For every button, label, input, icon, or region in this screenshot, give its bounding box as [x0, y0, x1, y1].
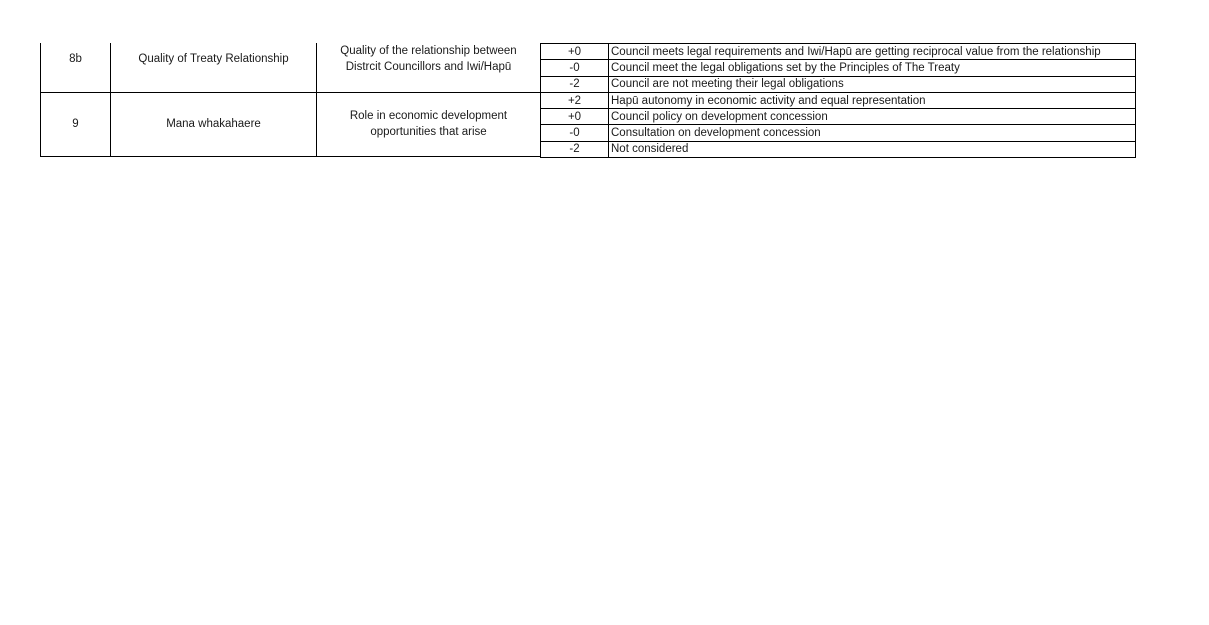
score-cell: -0	[541, 125, 609, 141]
description-line: Quality of the relationship between	[340, 45, 517, 57]
score-description-cell: Council are not meeting their legal obligations	[609, 76, 1136, 92]
assessment-table	[40, 43, 1137, 157]
description-line: Distrcit Councillors and Iwi/Hapū	[345, 61, 512, 73]
score-cell: +2	[541, 92, 609, 108]
table-row	[541, 109, 1136, 125]
indicator-cell: Quality of Treaty Relationship	[138, 53, 289, 65]
table-row	[541, 125, 1136, 141]
table-row	[541, 60, 1136, 76]
description-cell	[316, 43, 541, 75]
row-id-cell: 9	[72, 118, 79, 130]
score-description-cell: Council policy on development concession	[609, 109, 1136, 125]
score-description-cell: Not considered	[609, 141, 1136, 157]
score-cell: -2	[541, 76, 609, 92]
description-line: opportunities that arise	[370, 126, 487, 138]
score-description-cell: Council meets legal requirements and Iwi/Hapū are getting reciprocal value from the relationship	[609, 44, 1136, 60]
score-description-cell: Council meet the legal obligations set by the Principles of The Treaty	[609, 60, 1136, 76]
table-row	[541, 44, 1136, 60]
score-description-cell: Consultation on development concession	[609, 125, 1136, 141]
table-bottom-border	[40, 156, 541, 157]
description-cell	[316, 92, 541, 156]
score-cell: -2	[541, 141, 609, 157]
score-table	[540, 43, 1136, 158]
table-row	[541, 76, 1136, 92]
score-description-cell: Hapū autonomy in economic activity and equal representation	[609, 92, 1136, 108]
score-cell: +0	[541, 109, 609, 125]
table-row	[541, 92, 1136, 108]
row-id-cell: 8b	[69, 53, 82, 65]
description-line: Role in economic development	[349, 110, 508, 122]
score-cell: +0	[541, 44, 609, 60]
table-row	[541, 141, 1136, 157]
score-cell: -0	[541, 60, 609, 76]
indicator-cell: Mana whakahaere	[166, 118, 261, 130]
